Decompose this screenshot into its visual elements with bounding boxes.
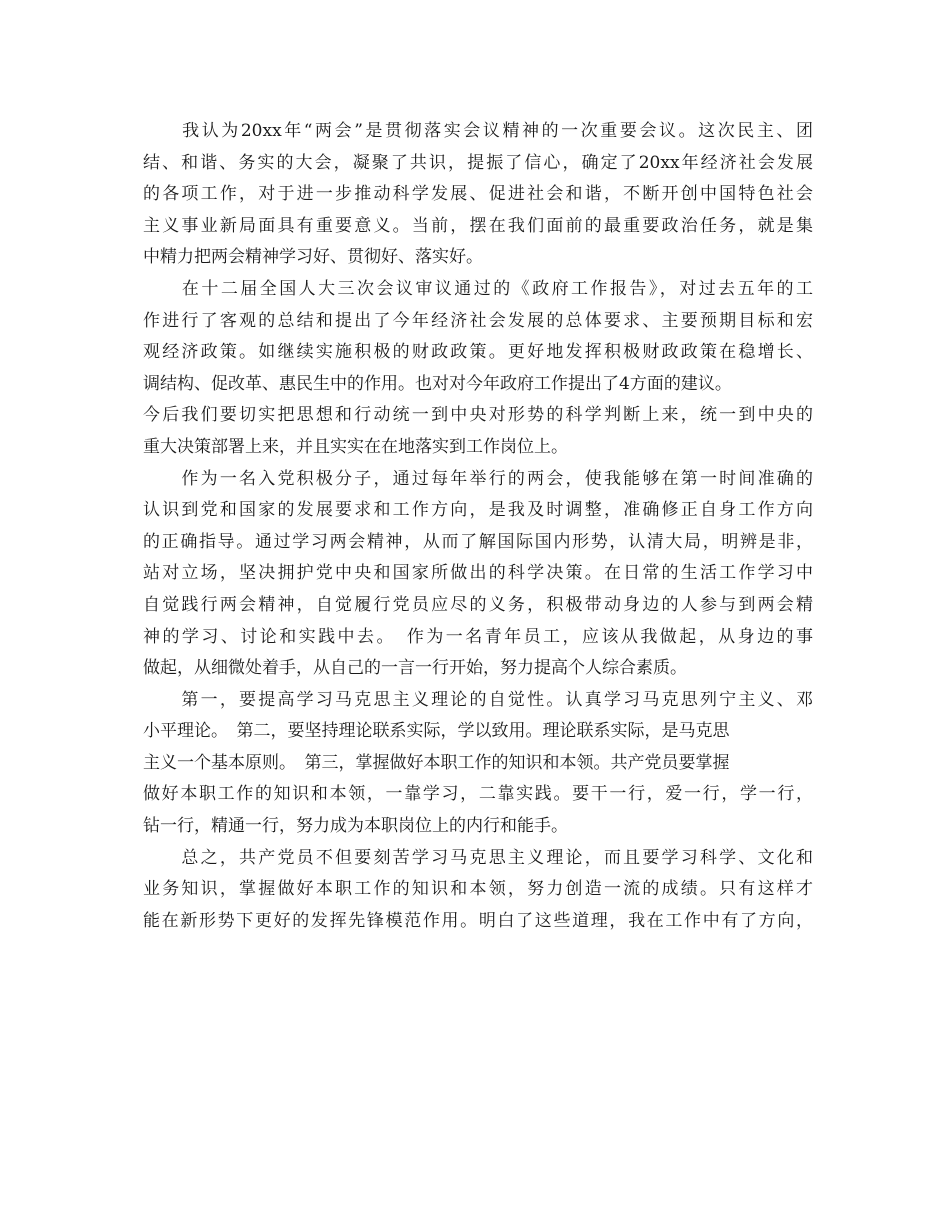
text-line: 总之，共产党员不但要刻苦学习马克思主义理论，而且要学习科学、文化和 xyxy=(143,847,813,868)
text-line: 小平理论。 第二，要坚持理论联系实际，学以致用。理论联系实际，是马克思 xyxy=(143,721,730,742)
document-body xyxy=(143,116,813,937)
text-line: 中精力把两会精神学习好、贯彻好、落实好。 xyxy=(143,247,483,268)
text-line: 的各项工作，对于进一步推动科学发展、促进社会和谐，不断开创中国特色社会 xyxy=(143,184,813,205)
text-line: 我认为20xx年“两会”是贯彻落实会议精神的一次重要会议。这次民主、团 xyxy=(143,121,813,141)
paragraph-3 xyxy=(143,464,813,685)
text-line: 主义一个基本原则。 第三，掌握做好本职工作的知识和本领。共产党员要掌握 xyxy=(143,752,730,773)
text-line: 主义事业新局面具有重要意义。当前，摆在我们面前的最重要政治任务，就是集 xyxy=(143,215,813,236)
text-line: 自觉践行两会精神，自觉履行党员应尽的义务，积极带动身边的人参与到两会精 xyxy=(143,594,813,615)
text-line: 能在新形势下更好的发挥先锋模范作用。明白了这些道理，我在工作中有了方向， xyxy=(143,910,813,931)
text-line: 第一，要提高学习马克思主义理论的自觉性。认真学习马克思列宁主义、邓 xyxy=(143,689,813,710)
paragraph-2 xyxy=(143,274,813,464)
text-line: 神的学习、讨论和实践中去。 作为一名青年员工，应该从我做起，从身边的事 xyxy=(143,626,813,647)
text-line: 作为一名入党积极分子，通过每年举行的两会，使我能够在第一时间准确的 xyxy=(143,468,813,489)
text-line: 在十二届全国人大三次会议审议通过的《政府工作报告》，对过去五年的工 xyxy=(143,278,813,299)
text-line: 的正确指导。通过学习两会精神，从而了解国际国内形势，认清大局，明辨是非， xyxy=(143,531,813,552)
text-line: 钻一行，精通一行，努力成为本职岗位上的内行和能手。 xyxy=(143,816,568,837)
paragraph-1 xyxy=(143,116,813,274)
text-line: 调结构、促改革、惠民生中的作用。也对对今年政府工作提出了4方面的建议。 xyxy=(143,373,732,394)
paragraph-5 xyxy=(143,843,813,938)
text-line: 做好本职工作的知识和本领，一靠学习，二靠实践。要干一行，爱一行，学一行， xyxy=(143,784,813,805)
text-line: 作进行了客观的总结和提出了今年经济社会发展的总体要求、主要预期目标和宏 xyxy=(143,310,813,331)
text-line: 认识到党和国家的发展要求和工作方向，是我及时调整，准确修正自身工作方向 xyxy=(143,500,813,521)
text-line: 重大决策部署上来，并且实实在在地落实到工作岗位上。 xyxy=(143,436,568,457)
text-line: 观经济政策。如继续实施积极的财政政策。更好地发挥积极财政政策在稳增长、 xyxy=(143,342,813,363)
text-line: 结、和谐、务实的大会，凝聚了共识，提振了信心，确定了20xx年经济社会发展 xyxy=(143,152,813,173)
paragraph-4 xyxy=(143,685,813,843)
text-line: 业务知识，掌握做好本职工作的知识和本领，努力创造一流的成绩。只有这样才 xyxy=(143,879,813,900)
text-line: 做起，从细微处着手，从自己的一言一行开始，努力提高个人综合素质。 xyxy=(143,658,687,679)
text-line: 站对立场，坚决拥护党中央和国家所做出的科学决策。在日常的生活工作学习中 xyxy=(143,563,813,584)
text-line: 今后我们要切实把思想和行动统一到中央对形势的科学判断上来，统一到中央的 xyxy=(143,405,813,426)
